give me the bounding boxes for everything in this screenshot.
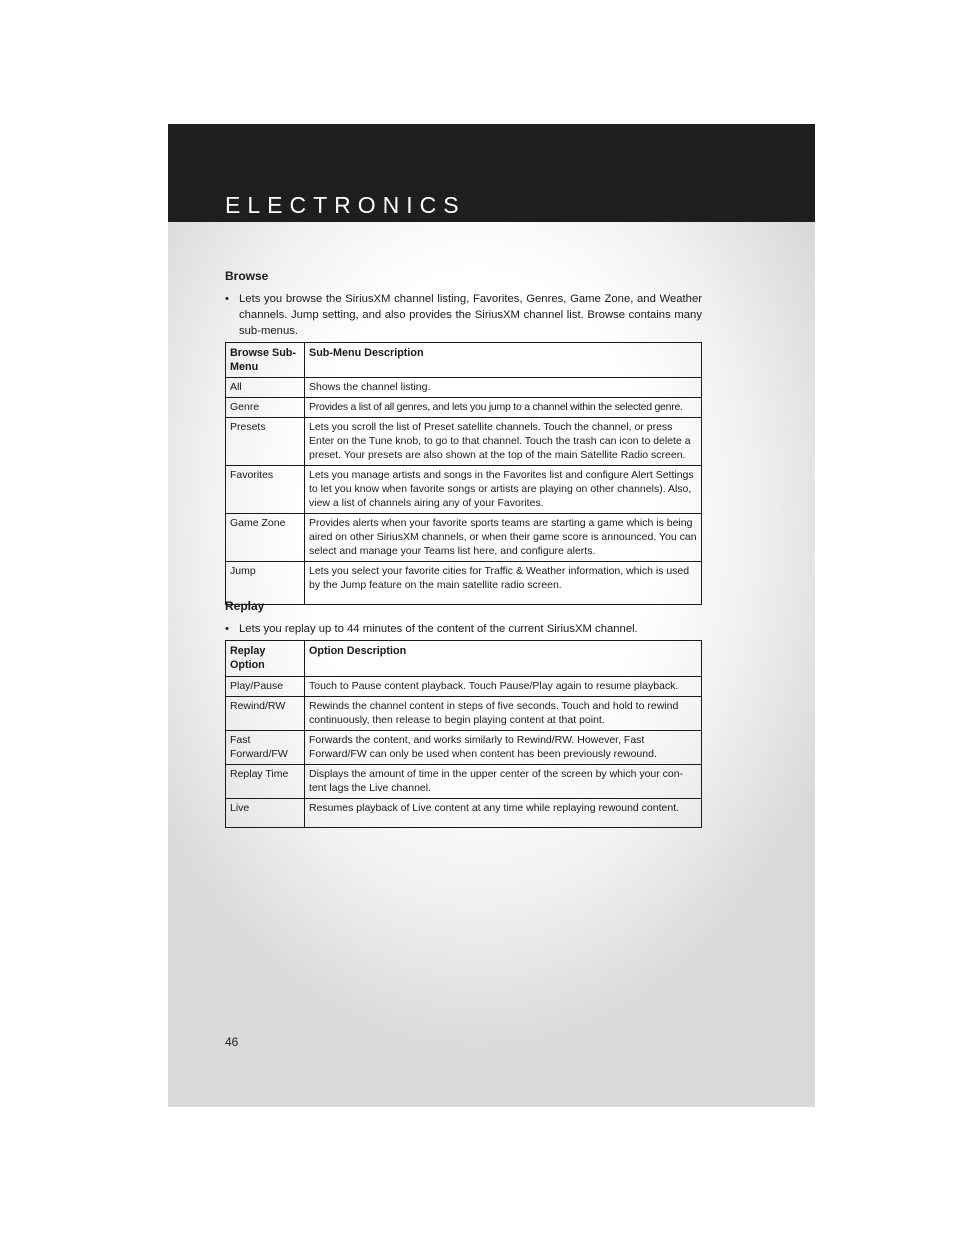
table-row <box>226 765 702 799</box>
submenu-description: Lets you scroll the list of Preset satellite channels. Touch the channel, or press Enter on the Tune knob, to go to that channel. Touch the trash can icon to delete a preset. Your presets are also shown at the top of the main Satellite Radio screen. <box>305 418 702 466</box>
option-description: Displays the amount of time in the upper center of the screen by which your con-tent lags the Live channel. <box>305 765 702 799</box>
submenu-description: Provides alerts when your favorite sports teams are starting a game which is being aired on other SiriusXM channels, or when their game score is announced. You can select and manage your Teams list here, and configure alerts. <box>305 514 702 562</box>
submenu-name: All <box>226 378 305 398</box>
submenu-description: Lets you manage artists and songs in the Favorites list and configure Alert Settings to let you know when favorite songs or artists are playing on other channels). Also, view a list of channels airing any of your Favorites. <box>305 466 702 514</box>
section-header-bar <box>168 124 815 222</box>
bullet-icon: • <box>225 293 229 305</box>
option-description: Touch to Pause content playback. Touch Pause/Play again to resume playback. <box>305 677 702 697</box>
table-row <box>226 378 702 398</box>
submenu-name: Presets <box>226 418 305 466</box>
submenu-name: Favorites <box>226 466 305 514</box>
option-name: Replay Time <box>226 765 305 799</box>
option-name: Rewind/RW <box>226 697 305 731</box>
table-header-cell: Browse Sub-Menu <box>226 343 305 378</box>
option-name: Live <box>226 799 305 828</box>
submenu-name: Game Zone <box>226 514 305 562</box>
table-header-row <box>226 641 702 677</box>
table-header-row <box>226 343 702 378</box>
table-header-cell: Option Description <box>305 641 702 677</box>
manual-page <box>168 124 815 1107</box>
table-row <box>226 466 702 514</box>
option-name: Fast Forward/FW <box>226 731 305 765</box>
browse-bullet-text: Lets you browse the SiriusXM channel listing, Favorites, Genres, Game Zone, and Weather channels. Jump setting, and also provides the SiriusXM channel list. Browse contains many sub-menus. <box>239 293 702 337</box>
table-header-cell: Replay Option <box>226 641 305 677</box>
table-row <box>226 677 702 697</box>
submenu-description: Shows the channel listing. <box>305 378 702 398</box>
replay-heading: Replay <box>225 599 265 613</box>
table-row <box>226 799 702 828</box>
table-header-cell: Sub-Menu Description <box>305 343 702 378</box>
submenu-description: Lets you select your favorite cities for Traffic & Weather information, which is used by the Jump feature on the main satellite radio screen. <box>305 562 702 605</box>
bullet-icon: • <box>225 623 229 635</box>
table-row <box>226 697 702 731</box>
option-description: Resumes playback of Live content at any time while replaying rewound content. <box>305 799 702 828</box>
option-description: Rewinds the channel content in steps of five seconds. Touch and hold to rewind continuously, then release to begin playing content at that point. <box>305 697 702 731</box>
option-description: Forwards the content, and works similarly to Rewind/RW. However, Fast Forward/FW can only be used when content has been previously rewound. <box>305 731 702 765</box>
option-name: Play/Pause <box>226 677 305 697</box>
table-row <box>226 731 702 765</box>
page-number: 46 <box>225 1035 239 1049</box>
replay-bullet-text: Lets you replay up to 44 minutes of the content of the current SiriusXM channel. <box>239 623 638 635</box>
submenu-description: Provides a list of all genres, and lets you jump to a channel within the selected genre. <box>305 398 702 418</box>
submenu-name: Jump <box>226 562 305 605</box>
table-row <box>226 398 702 418</box>
table-row <box>226 418 702 466</box>
browse-table <box>225 342 702 605</box>
replay-bullet <box>225 621 702 637</box>
table-row <box>226 514 702 562</box>
submenu-name: Genre <box>226 398 305 418</box>
replay-table <box>225 640 702 828</box>
table-row <box>226 562 702 605</box>
browse-heading: Browse <box>225 269 269 283</box>
browse-bullet <box>225 291 702 339</box>
section-title: ELECTRONICS <box>225 192 466 218</box>
